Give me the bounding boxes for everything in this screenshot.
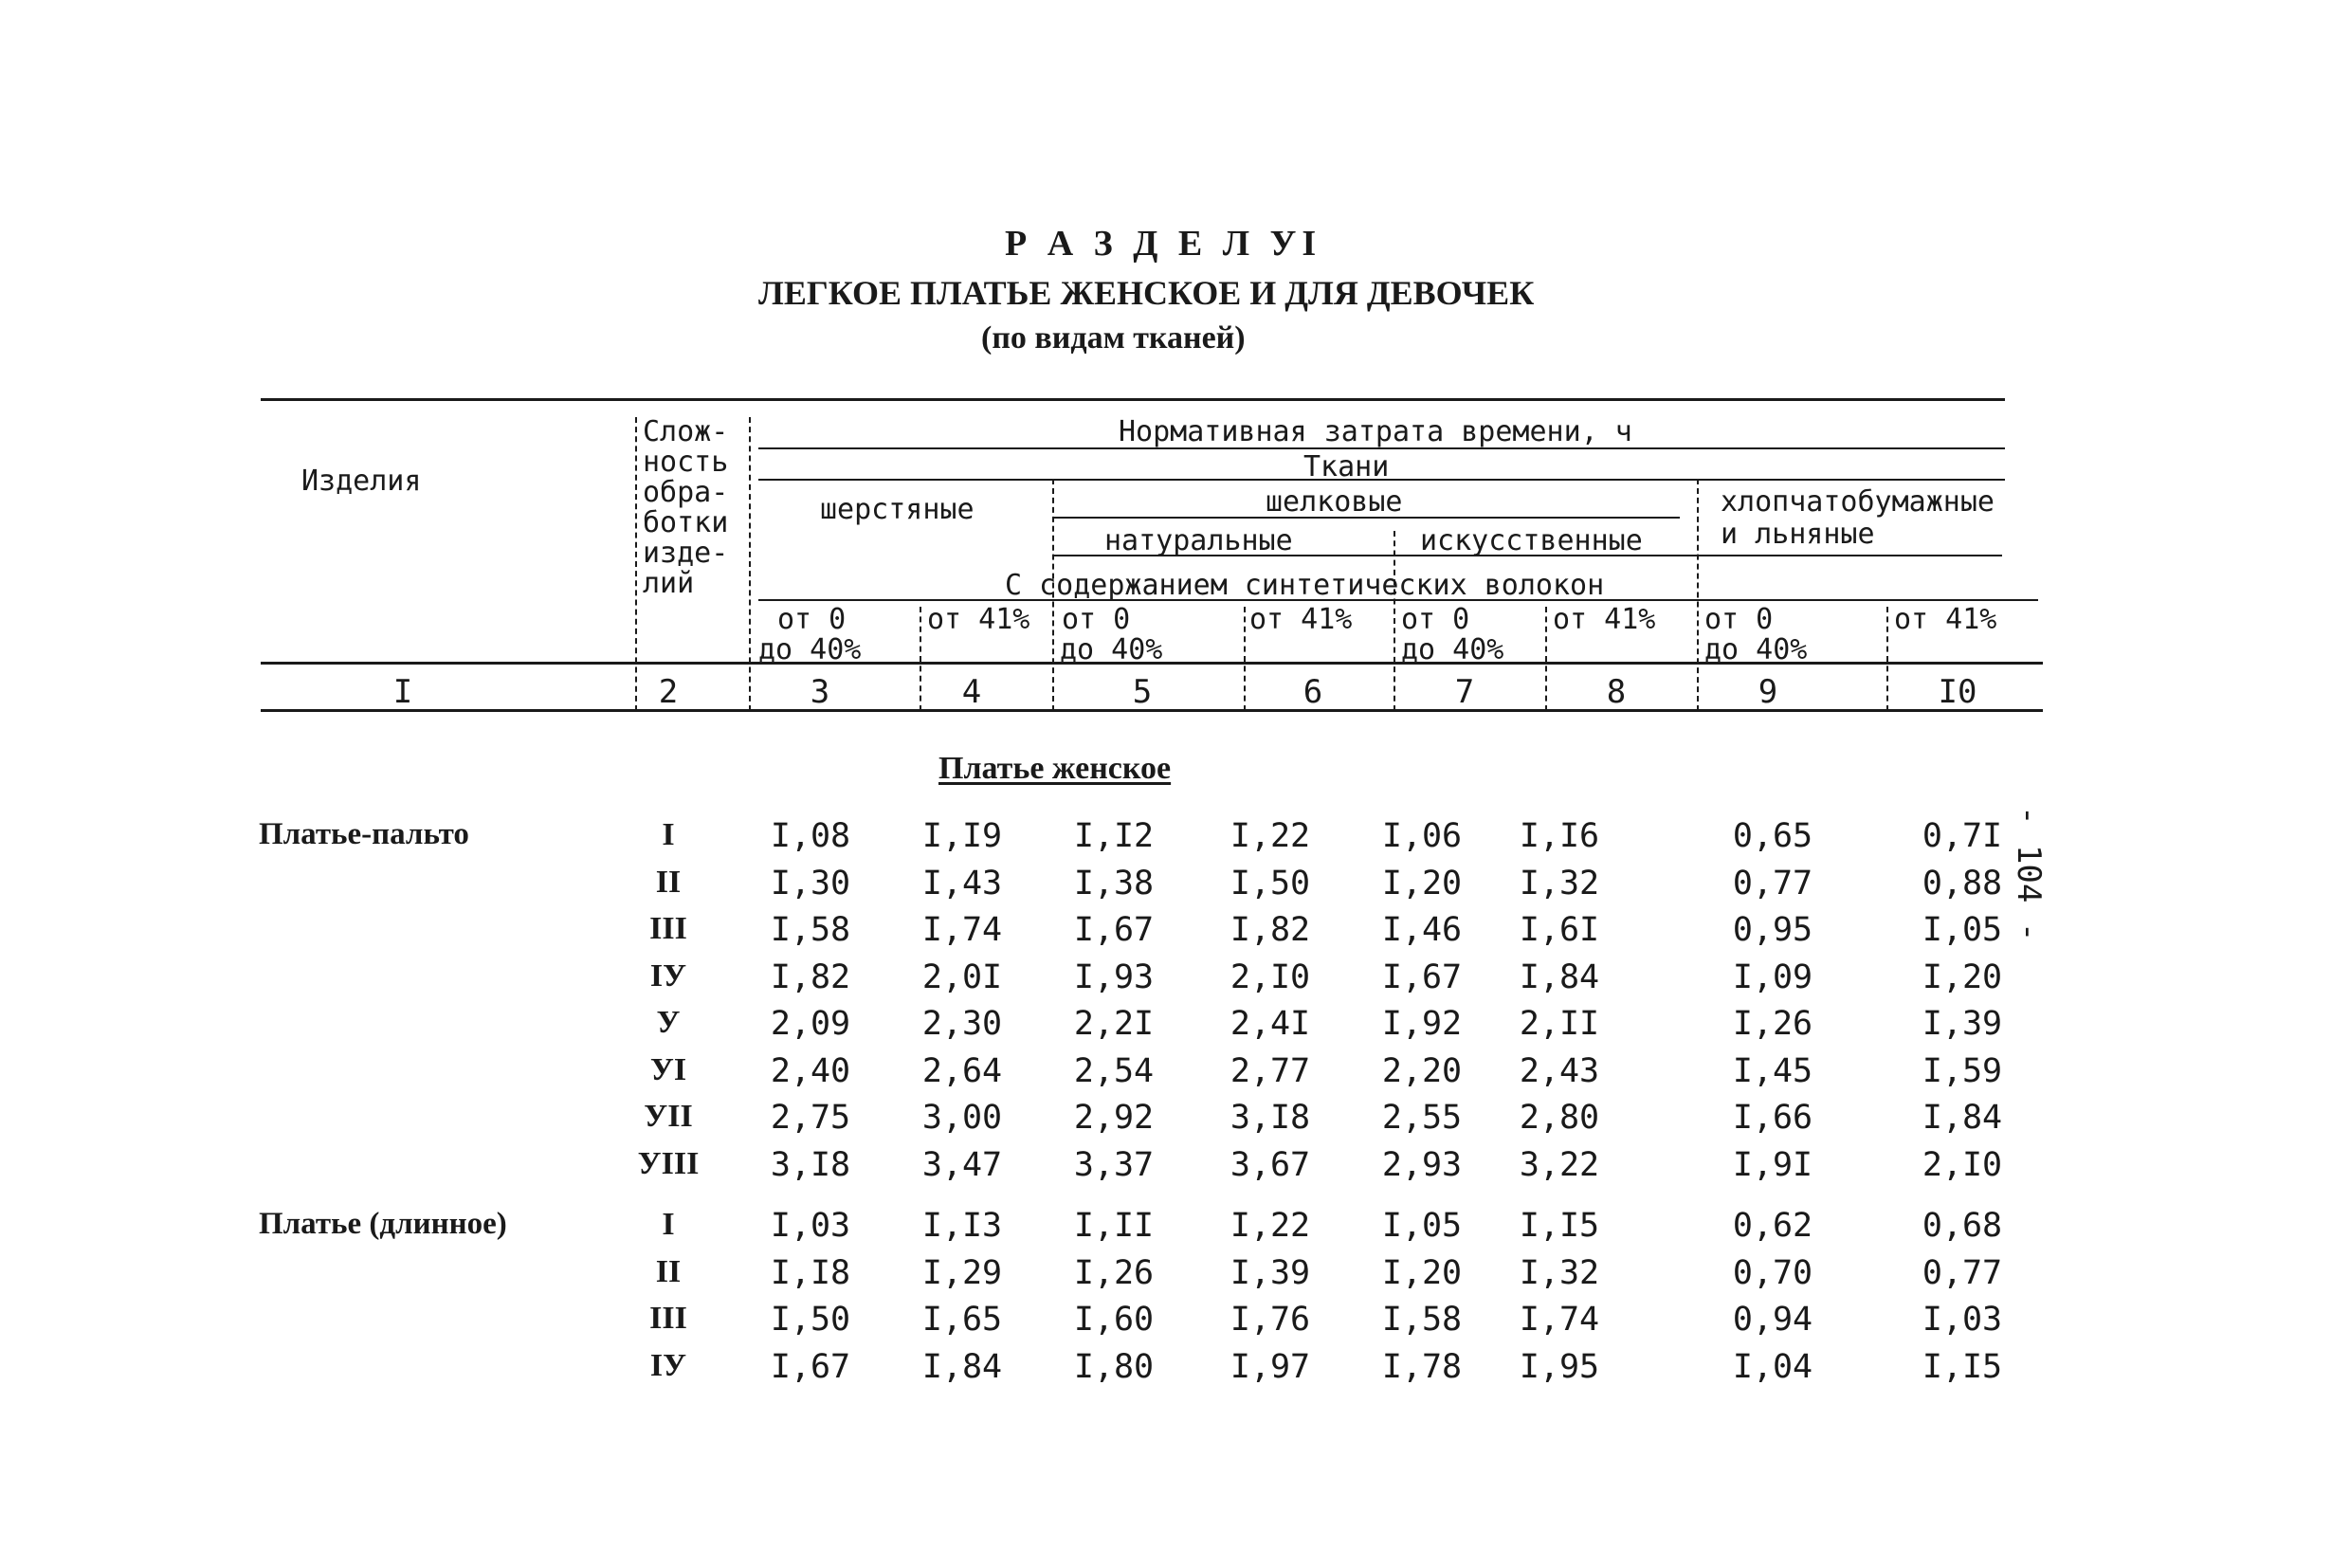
table-cell: I,84 (1519, 957, 1600, 996)
range-c3-a: от 0 (777, 603, 847, 636)
table-cell: 2,30 (921, 1005, 1003, 1043)
table-cell: 0,7I (1922, 817, 2003, 855)
table-cell: I,67 (770, 1347, 851, 1386)
table-cell: I,67 (1073, 911, 1155, 949)
table-cell: I,I2 (1073, 817, 1155, 855)
table-cell: 2,2I (1073, 1005, 1155, 1043)
complexity-level: УI (649, 1051, 687, 1087)
table-cell: 3,37 (1073, 1145, 1155, 1184)
complexity-level: III (649, 911, 687, 946)
table-cell: 2,54 (1073, 1051, 1155, 1090)
sep-cotton (1697, 479, 1701, 711)
norm-header: Нормативная затрата времени, ч (1119, 415, 1632, 448)
table-cell: I,04 (1732, 1347, 1813, 1386)
table-cell: I,95 (1519, 1347, 1600, 1386)
complexity-line-1: Слож- (643, 415, 729, 448)
col-number-4: 4 (961, 673, 982, 711)
table-cell: I,08 (770, 817, 851, 855)
table-cell: I,38 (1073, 864, 1155, 903)
sep-complexity (635, 417, 639, 711)
col-product-header: Изделия (301, 465, 422, 498)
table-cell: 3,00 (921, 1099, 1003, 1137)
range-c6: от 41% (1249, 603, 1353, 636)
table-cell: 0,62 (1732, 1207, 1813, 1245)
table-cell: 2,09 (770, 1005, 851, 1043)
table-cell: 2,I0 (1922, 1145, 2003, 1184)
range-c10: от 41% (1894, 603, 1997, 636)
table-cell: 2,80 (1519, 1099, 1600, 1137)
table-cell: I,58 (1381, 1301, 1463, 1339)
complexity-line-2: ность (643, 446, 729, 479)
table-cell: I,20 (1922, 957, 2003, 996)
table-cell: 2,92 (1073, 1099, 1155, 1137)
range-c9-b: до 40% (1704, 633, 1808, 666)
cotton-header-2: и льняные (1721, 518, 1875, 551)
table-cell: 3,47 (921, 1145, 1003, 1184)
fabrics-header: Ткани (1303, 450, 1390, 483)
table-cell: I,65 (921, 1301, 1003, 1339)
wool-header: шерстяные (820, 493, 975, 526)
sep-wool (749, 417, 753, 711)
range-c3-b: до 40% (758, 633, 862, 666)
table-cell: 2,64 (921, 1051, 1003, 1090)
range-c4: от 41% (927, 603, 1030, 636)
table-cell: 2,II (1519, 1005, 1600, 1043)
table-cell: 0,88 (1922, 864, 2003, 903)
table-cell: I,84 (921, 1347, 1003, 1386)
complexity-line-5: изде- (643, 537, 729, 570)
table-cell: 2,20 (1381, 1051, 1463, 1090)
col-number-10: I0 (1938, 673, 1977, 711)
table-cell: 0,77 (1922, 1253, 2003, 1292)
silk-header: шелковые (1266, 485, 1403, 519)
complexity-level: I (662, 1207, 675, 1242)
table-cell: I,66 (1732, 1099, 1813, 1137)
table-cell: I,I5 (1922, 1347, 2003, 1386)
table-cell: 3,I8 (770, 1145, 851, 1184)
table-cell: I,43 (921, 864, 1003, 903)
complexity-level: УIII (637, 1145, 700, 1181)
complexity-level: IУ (649, 957, 687, 994)
table-cell: I,60 (1073, 1301, 1155, 1339)
table-cell: 0,65 (1732, 817, 1813, 855)
complexity-level: У (656, 1005, 681, 1040)
table-cell: I,29 (921, 1253, 1003, 1292)
table-cell: 2,93 (1381, 1145, 1463, 1184)
sep-c7 (1394, 531, 1397, 711)
range-c7-a: от 0 (1401, 603, 1470, 636)
table-cell: I,05 (1381, 1207, 1463, 1245)
table-cell: I,84 (1922, 1099, 2003, 1137)
table-cell: 3,67 (1230, 1145, 1311, 1184)
table-cell: I,I6 (1519, 817, 1600, 855)
table-cell: 2,4I (1230, 1005, 1311, 1043)
table-cell: I,30 (770, 864, 851, 903)
table-cell: I,03 (770, 1207, 851, 1245)
page-title: ЛЕГКОЕ ПЛАТЬЕ ЖЕНСКОЕ И ДЛЯ ДЕВОЧЕК (758, 274, 1535, 312)
table-cell: I,09 (1732, 957, 1813, 996)
sep-c10 (1886, 607, 1890, 711)
col-number-6: 6 (1303, 673, 1323, 711)
section-heading: Платье женское (938, 751, 1172, 786)
table-cell: 0,68 (1922, 1207, 2003, 1245)
table-cell: I,74 (921, 911, 1003, 949)
range-c7-b: до 40% (1401, 633, 1504, 666)
table-cell: I,26 (1073, 1253, 1155, 1292)
table-cell: I,03 (1922, 1301, 2003, 1339)
range-c9-a: от 0 (1704, 603, 1774, 636)
table-cell: I,59 (1922, 1051, 2003, 1090)
table-cell: I,I5 (1519, 1207, 1600, 1245)
col-number-8: 8 (1606, 673, 1627, 711)
table-cell: I,39 (1922, 1005, 2003, 1043)
sep-c6 (1244, 607, 1248, 711)
table-cell: 2,75 (770, 1099, 851, 1137)
table-cell: 2,0I (921, 957, 1003, 996)
table-cell: I,22 (1230, 1207, 1311, 1245)
table-cell: 2,40 (770, 1051, 851, 1090)
silk-natural-header: натуральные (1104, 524, 1293, 557)
table-cell: I,93 (1073, 957, 1155, 996)
complexity-level: IУ (649, 1347, 687, 1383)
table-cell: I,32 (1519, 864, 1600, 903)
table-cell: 2,43 (1519, 1051, 1600, 1090)
complexity-level: УII (644, 1099, 693, 1134)
col-number-5: 5 (1132, 673, 1153, 711)
table-cell: 0,77 (1732, 864, 1813, 903)
complexity-level: III (649, 1301, 687, 1336)
table-cell: I,05 (1922, 911, 2003, 949)
table-cell: 2,77 (1230, 1051, 1311, 1090)
cotton-header-1: хлопчатобумажные (1721, 485, 1995, 519)
page-number: - 104 - (2010, 806, 2048, 942)
table-cell: I,06 (1381, 817, 1463, 855)
table-cell: I,39 (1230, 1253, 1311, 1292)
table-cell: I,46 (1381, 911, 1463, 949)
group-name: Платье (длинное) (259, 1207, 507, 1241)
col-number-1: I (392, 673, 413, 711)
table-cell: I,74 (1519, 1301, 1600, 1339)
table-cell: 2,55 (1381, 1099, 1463, 1137)
table-cell: 0,94 (1732, 1301, 1813, 1339)
table-cell: I,20 (1381, 864, 1463, 903)
table-cell: 0,95 (1732, 911, 1813, 949)
table-cell: I,50 (770, 1301, 851, 1339)
table-cell: I,26 (1732, 1005, 1813, 1043)
table-cell: I,9I (1732, 1145, 1813, 1184)
section-number: Р А З Д Е Л УI (1005, 224, 1322, 264)
table-cell: I,6I (1519, 911, 1600, 949)
table-cell: I,I3 (921, 1207, 1003, 1245)
col-number-7: 7 (1454, 673, 1475, 711)
table-cell: I,76 (1230, 1301, 1311, 1339)
silk-artificial-header: искусственные (1420, 524, 1643, 557)
synthetic-header: С содержанием синтетических волокон (1005, 569, 1605, 602)
complexity-line-4: ботки (643, 506, 729, 539)
table-cell: 0,70 (1732, 1253, 1813, 1292)
col-number-9: 9 (1758, 673, 1778, 711)
table-cell: I,58 (770, 911, 851, 949)
complexity-line-3: обра- (643, 476, 729, 509)
table-cell: I,78 (1381, 1347, 1463, 1386)
table-cell: I,92 (1381, 1005, 1463, 1043)
range-c5-a: от 0 (1062, 603, 1131, 636)
table-cell: I,80 (1073, 1347, 1155, 1386)
table-cell: 3,I8 (1230, 1099, 1311, 1137)
table-cell: I,II (1073, 1207, 1155, 1245)
sep-c8 (1545, 607, 1549, 711)
table-cell: I,I8 (770, 1253, 851, 1292)
col-number-2: 2 (658, 673, 679, 711)
complexity-level: II (655, 1253, 682, 1289)
range-c8: от 41% (1553, 603, 1656, 636)
table-cell: I,45 (1732, 1051, 1813, 1090)
complexity-level: I (662, 817, 675, 852)
col-number-3: 3 (810, 673, 830, 711)
range-c5-b: до 40% (1060, 633, 1163, 666)
table-cell: I,67 (1381, 957, 1463, 996)
complexity-level: II (655, 864, 682, 900)
page-subtitle: (по видам тканей) (981, 320, 1246, 356)
table-cell: 2,I0 (1230, 957, 1311, 996)
table-cell: I,20 (1381, 1253, 1463, 1292)
group-name: Платье-пальто (259, 817, 469, 851)
table-cell: I,I9 (921, 817, 1003, 855)
complexity-line-6: лий (643, 567, 695, 600)
table-cell: I,32 (1519, 1253, 1600, 1292)
table-top-rule (261, 398, 2005, 401)
table-cell: 3,22 (1519, 1145, 1600, 1184)
table-cell: I,50 (1230, 864, 1311, 903)
table-cell: I,97 (1230, 1347, 1311, 1386)
table-cell: I,82 (1230, 911, 1311, 949)
table-cell: I,22 (1230, 817, 1311, 855)
table-cell: I,82 (770, 957, 851, 996)
